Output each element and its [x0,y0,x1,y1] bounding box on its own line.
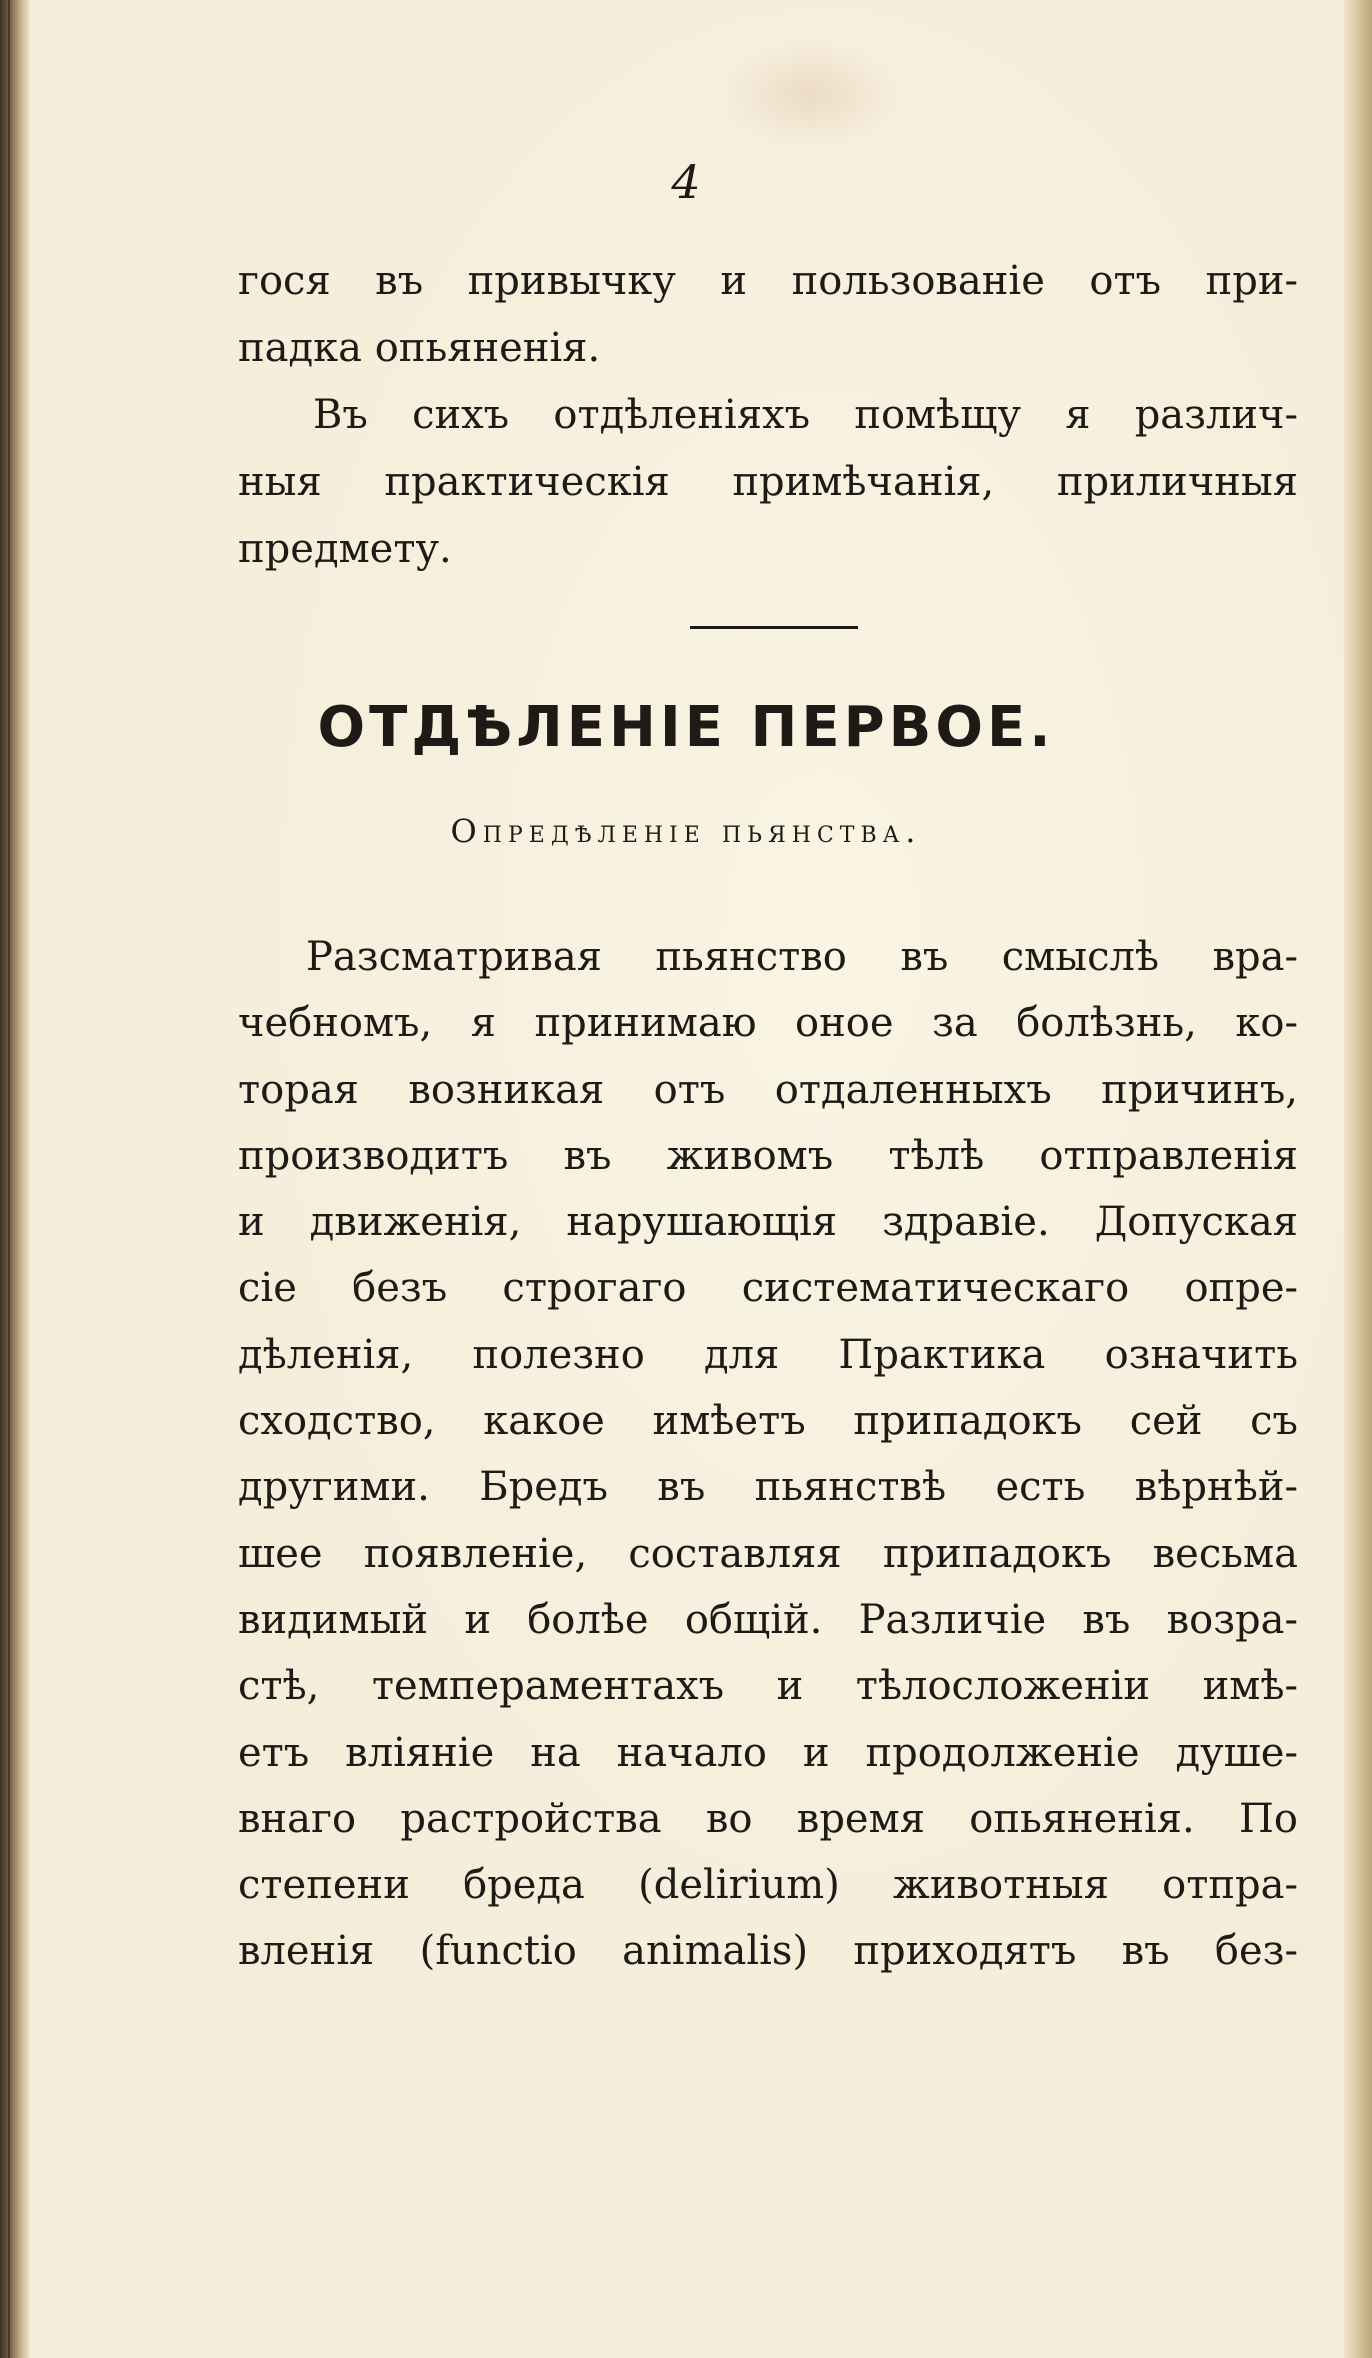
text-line: гося въ привычку и пользованіе отъ при- [238,258,1298,304]
text-line: сіе безъ строгаго систематическаго опре- [238,1265,1298,1312]
text-line: внаго растройства во время опьяненія. По [238,1795,1298,1842]
text-line: предмету. [238,526,452,572]
section-title: ОТДѢЛЕНІЕ ПЕРВОЕ. [317,695,1055,760]
text-line: производитъ въ живомъ тѣлѣ отправленія [238,1132,1298,1179]
text-line: дѣленія, полезно для Практика означить [238,1331,1298,1378]
section-subtitle: Опредѣленіе пьянства. [450,812,922,850]
page-binding-edge [0,0,30,2358]
text-line: Разсматривая пьянство въ смыслѣ вра- [306,934,1298,980]
body-paragraph [238,924,1298,1985]
text-line: етъ вліяніе на начало и продолженіе душе- [238,1729,1298,1776]
text-line: стѣ, темпераментахъ и тѣлосложеніи имѣ- [238,1663,1298,1710]
text-line: видимый и болѣе общій. Различіе въ возра- [238,1596,1298,1643]
paper-stain [720,40,900,150]
text-line: торая возникая отъ отдаленныхъ причинъ, [238,1066,1298,1113]
text-line: степени бреда (delirium) животныя отпра- [238,1862,1298,1909]
section-divider-rule [690,626,858,629]
text-line: другими. Бредъ въ пьянствѣ есть вѣрнѣй- [238,1464,1298,1511]
text-line: ныя практическія примѣчанія, приличныя [238,459,1298,505]
text-line: шее появленіе, составляя припадокъ весьма [238,1530,1298,1577]
text-line: сходство, какое имѣетъ припадокъ сей съ [238,1398,1298,1445]
binding-line [8,0,10,2358]
text-line: Въ сихъ отдѣленіяхъ помѣщу я различ- [313,392,1298,438]
text-line: чебномъ, я принимаю оное за болѣзнь, ко- [238,1000,1298,1047]
intro-paragraphs [238,248,1298,583]
text-line: вленія (functio animalis) приходятъ въ без- [238,1928,1298,1975]
page-right-edge [1344,0,1372,2358]
text-line: и движенія, нарушающія здравіе. Допуская [238,1199,1298,1246]
page-number: 4 [671,155,701,209]
text-line: падка опьяненія. [238,325,601,371]
